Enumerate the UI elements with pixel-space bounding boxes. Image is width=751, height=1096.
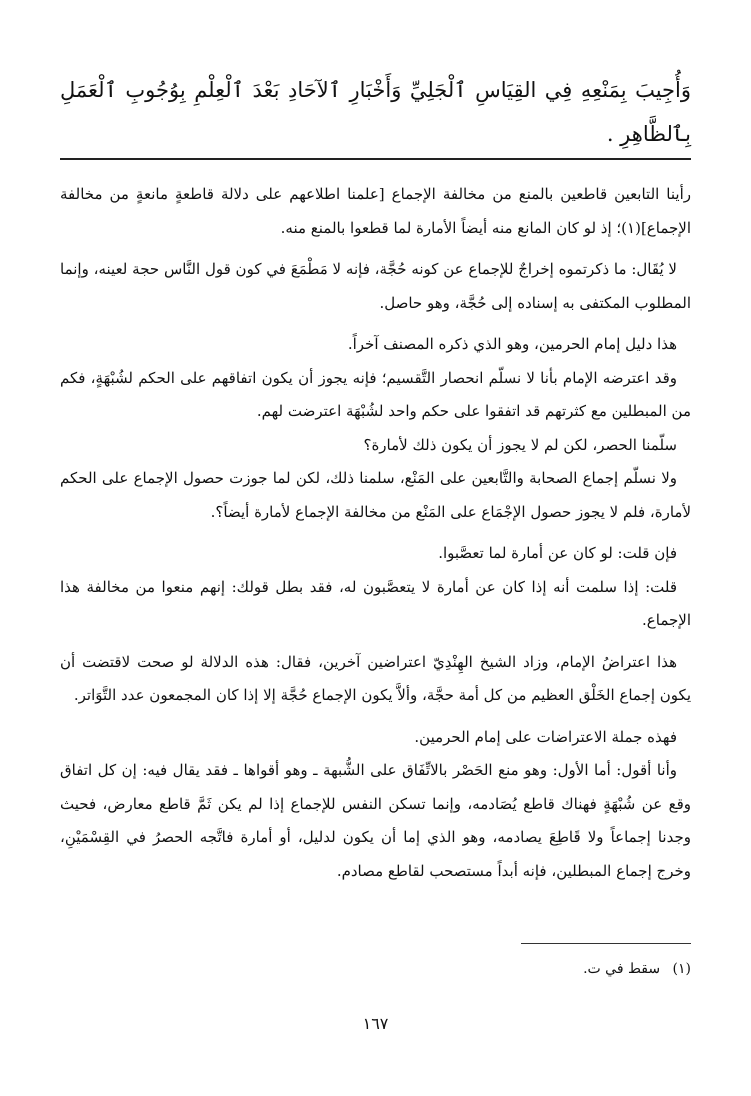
footnote-text: سقط في ت. [583,961,661,977]
paragraph-4: وقد اعترضه الإمام بأنا لا نسلّم انحصار التَّقسيم؛ فإنه يجوز أن يكون اتفاقهم على الحكم لشُبْهَةٍ، فكم من المبطلين مع كثرتهم قد اتفقوا على حكم واحد لشُبْهَة اعترضت لهم. [60,368,691,420]
paragraph-8: قلت: إذا سلمت أنه إذا كان عن أمارة لا يتعصَّبون له، فقد بطل قولك: إنهم منعوا من مخالفة هذا الإجماع. [60,577,691,629]
footnote-separator [521,943,691,944]
footnote [60,954,691,984]
matn-text: وَأُجِيبَ بِمَنْعِهِ فِي القِيَاسِ ٱلْجَلِيِّ وَأَخْبَارِ ٱلآحَادِ بَعْدَ ٱلْعِلْمِ بِوُجُوبِ ٱلْعَمَلِ بِٱلظَّاهِرِ . [60,78,691,146]
paragraph-5: سلّمنا الحصر، لكن لم لا يجوز أن يكون ذلك لأمارة؟ [363,435,677,454]
paragraph-6: ولا نسلّم إجماع الصحابة والتَّابعين على المَنْع، سلمنا ذلك، لكن لما جوزت حصول الإجماع على الحكم لأمارة، فلم لا يجوز حصول الإجْمَاع على المَنْع من مخالفة الإجماع لأمارة أيضاً؟. [60,469,691,521]
paragraph-2: لا يُقَال: ما ذكرتموه إخراجٌ للإجماع عن كونه حُجَّة، فإنه لا مَطْمَعَ في كون قول النَّاس حجة لعينه، وإنما المطلوب المكتفى به إسناده إلى حُجَّة، وهو حاصل. [60,260,691,312]
footnote-number: (١) [672,961,691,977]
paragraph-3: هذا دليل إمام الحرمين، وهو الذي ذكره المصنف آخراً. [347,335,677,353]
paragraph-11: وأنا أقول: أما الأول: وهو منع الحَصْر بالاتِّفَاق على الشُّبهة ـ وهو أقواها ـ فقد يقال فيه: إن كل اتفاق وقع عن شُبْهَةٍ فهناك قاطع يُصَادمه، وإنما تسكن النفس للإجماع إذا لم يكن ثَمَّ قاطع معارض، فحيث وجدنا إجماعاً ولا قَاطِعَ يصادمه، وهو الذي إما أن يكون لدليل، أو أمارة فاتَّجه الحصرُ في القِسْمَيْنِ، وخرج إجماع المبطلين، فإنه أبداً مستصحب لقاطع مصادم. [60,761,691,880]
paragraph-10: فهذه جملة الاعتراضات على إمام الحرمين. [414,727,677,746]
matn-divider [60,158,691,160]
paragraph-9: هذا اعتراضُ الإمام، وزاد الشيخ الهِنْدِيّ اعتراضين آخرين، فقال: هذه الدلالة لو صحت لاقتضت أن يكون إجماع الخَلْق العظيم من كل أمة حجَّة، وألاَّ يكون الإجماع حُجَّة إلا إذا كان المجمعون عدد التَّوَاتر. [60,652,691,704]
paragraph-7: فإن قلت: لو كان عن أمارة لما تعصَّبوا. [438,544,677,562]
commentary-body [60,178,691,888]
paragraph-1: رأينا التابعين قاطعين بالمنع من مخالفة الإجماع [علمنا اطلاعهم على دلالة قاطعةٍ مانعةٍ من مخالفة الإجماع](١)؛ إذ لو كان المانع منه أيضاً الأمارة لما قطعوا بالمنع منه. [60,185,691,237]
page-number: ١٦٧ [362,1014,389,1033]
